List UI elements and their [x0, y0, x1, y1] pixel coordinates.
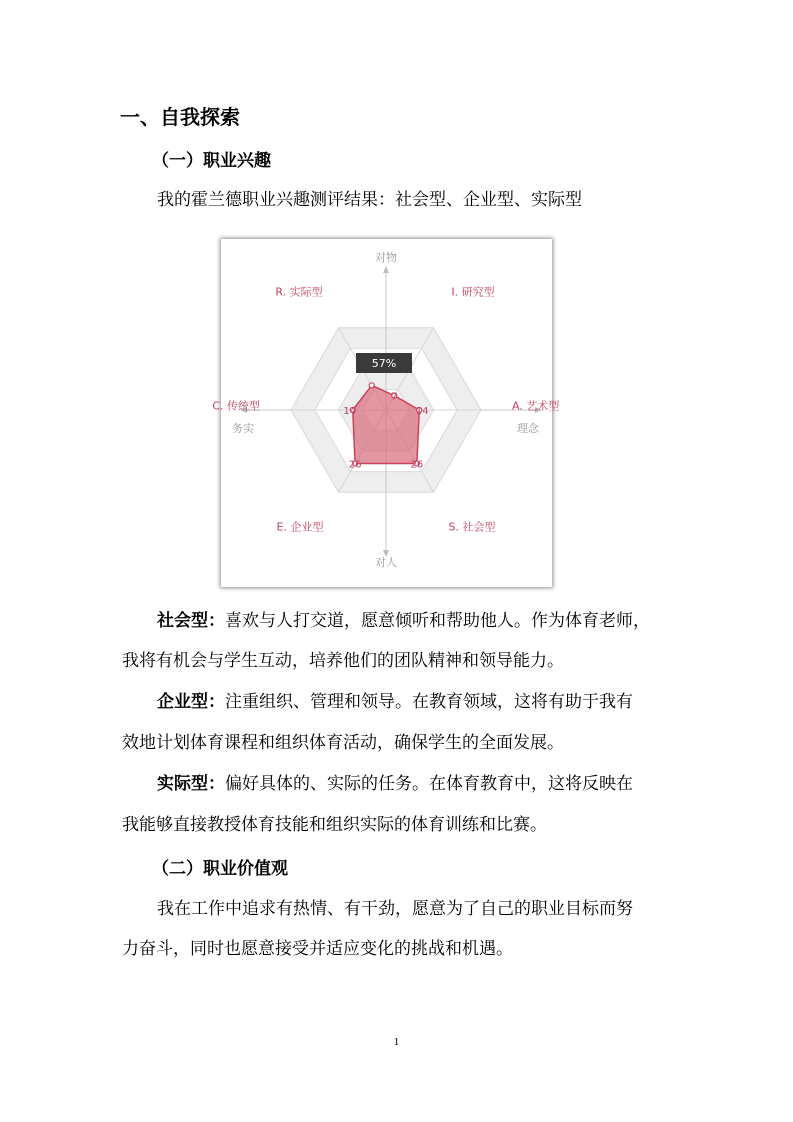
type-enterprise-text: 注重组织、管理和领导。在教育领域，这将有助于我有: [225, 692, 633, 712]
axis-label-left: 务实: [232, 422, 254, 435]
tooltip-text: 57%: [371, 357, 397, 370]
category-label: C. 传统型: [212, 399, 260, 413]
point-label: 14: [343, 406, 357, 417]
axis-label-top: 对物: [375, 251, 397, 264]
point-label: 26: [348, 459, 362, 471]
point-label: 7: [391, 391, 398, 403]
page-number: 1: [393, 1036, 400, 1048]
axis-label-right: 理念: [517, 422, 539, 435]
type-realistic-line1: [157, 773, 633, 795]
type-social-label: 社会型：: [157, 611, 225, 631]
type-realistic-label: 实际型：: [157, 774, 225, 794]
values-line2: 力奋斗，同时也愿意接受并适应变化的挑战和机遇。: [122, 939, 513, 959]
type-social-line2: 我将有机会与学生互动，培养他们的团队精神和领导能力。: [122, 651, 564, 671]
section-title-values: （二）职业价值观: [152, 859, 288, 879]
type-enterprise-line2: 效地计划体育课程和组织体育活动，确保学生的全面发展。: [122, 733, 564, 753]
category-label: S. 社会型: [448, 520, 496, 534]
type-social-text: 喜欢与人打交道，愿意倾听和帮助他人。作为体育老师，: [225, 611, 650, 631]
category-label: A. 艺术型: [512, 399, 560, 413]
point-label: 26: [410, 459, 424, 471]
series-point: [369, 383, 374, 388]
axis-label-bottom: 对人: [375, 556, 397, 569]
heading-self-exploration: 一、自我探索: [120, 105, 240, 129]
intro-text: 我的霍兰德职业兴趣测评结果：社会型、企业型、实际型: [157, 190, 582, 210]
section-title-interest: （一）职业兴趣: [152, 151, 271, 171]
tooltip: [356, 353, 412, 373]
type-social-line1: [157, 610, 650, 632]
category-label: I. 研究型: [451, 285, 495, 299]
category-label: E. 企业型: [276, 520, 324, 534]
values-line1: 我在工作中追求有热情、有干劲，愿意为了自己的职业目标而努: [157, 899, 633, 919]
holland-radar-chart: [212, 239, 560, 587]
type-realistic-line2: 我能够直接教授体育技能和组织实际的体育训练和比赛。: [122, 815, 547, 835]
radar-svg: [212, 239, 560, 587]
category-label: R. 实际型: [275, 285, 323, 299]
point-label: 14: [415, 406, 429, 417]
type-enterprise-line1: [157, 691, 633, 713]
type-realistic-text: 偏好具体的、实际的任务。在体育教育中，这将反映在: [225, 774, 633, 794]
type-enterprise-label: 企业型：: [157, 692, 225, 712]
